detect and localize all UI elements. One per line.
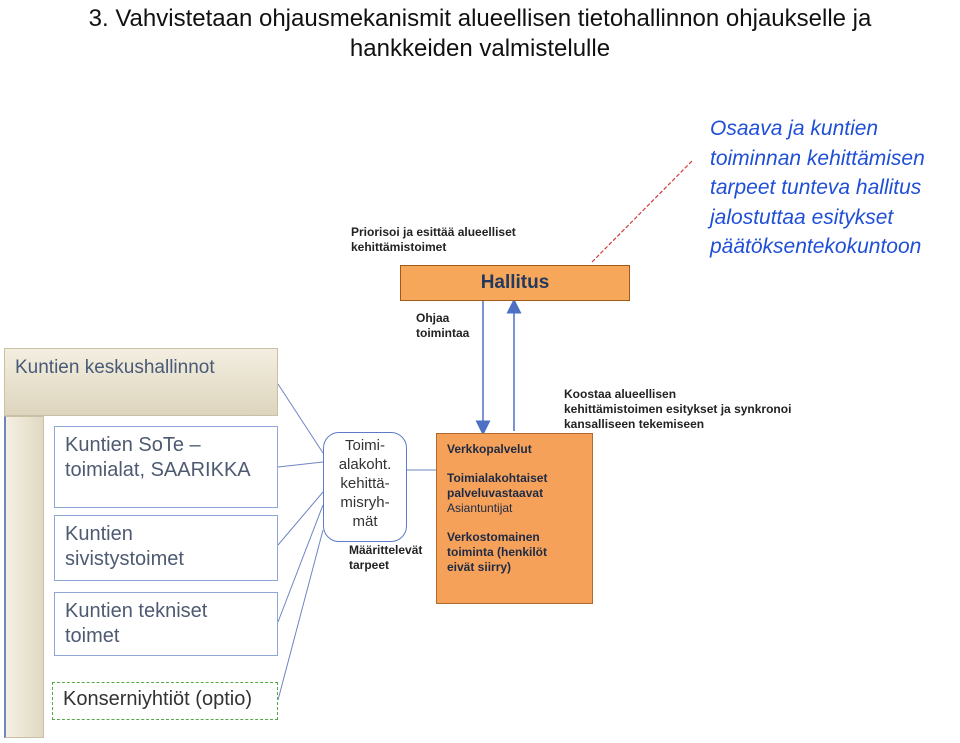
verkko-line: palveluvastaavat xyxy=(447,486,544,500)
note-line: Koostaa alueellisen xyxy=(564,387,677,401)
vision-pointer-line xyxy=(592,160,693,262)
vision-line: päätöksentekokuntoon xyxy=(710,235,922,258)
connector-sivistys-toimi xyxy=(278,492,323,545)
note-line: kehittämistoimen esitykset ja synkronoi xyxy=(564,402,792,416)
vision-line: toiminnan kehittämisen xyxy=(710,146,925,170)
note-line: tarpeet xyxy=(349,558,390,572)
verkko-line: Toimialakohtaiset xyxy=(447,471,548,485)
sote-box xyxy=(54,426,278,508)
hallitus-label: Hallitus xyxy=(480,272,550,293)
verkko-line: Verkostomainen xyxy=(447,530,540,544)
note-line: toimintaa xyxy=(416,326,470,340)
note-ohjaa xyxy=(416,311,469,341)
vision-line: jalostuttaa esitykset xyxy=(710,205,894,229)
keskushallinnot-sidebar xyxy=(4,416,44,738)
note-line: kansalliseen tekemiseen xyxy=(564,417,705,431)
connector-tekniset-toimi xyxy=(278,505,323,622)
verkko-box xyxy=(436,433,593,604)
connector-kesk-toimi xyxy=(278,384,323,453)
toimi-line: mät xyxy=(352,513,378,530)
konserni-box xyxy=(52,682,278,720)
note-line: kehittämistoimet xyxy=(351,240,447,254)
toimi-line: misryh- xyxy=(340,494,390,511)
sivistys-box xyxy=(54,515,278,581)
verkko-title: Verkkopalvelut xyxy=(447,442,532,456)
toimi-line: kehittä- xyxy=(340,475,390,492)
toimi-line: Toimi- xyxy=(345,437,385,454)
sivistys-line: Kuntien xyxy=(65,523,133,545)
hallitus-box xyxy=(400,265,630,301)
note-line: Määrittelevät xyxy=(349,543,423,557)
page-title-line2: hankkeiden valmistelulle xyxy=(349,35,611,62)
keskushallinnot-label: Kuntien keskushallinnot xyxy=(15,357,215,378)
note-maarittelevat xyxy=(349,543,422,573)
connector-sote-toimi xyxy=(278,462,323,467)
toimi-box xyxy=(323,432,407,542)
konserni-label: Konserniyhtiöt (optio) xyxy=(63,688,252,710)
vision-line: Osaava ja kuntien xyxy=(710,117,879,140)
note-line: Ohjaa xyxy=(416,311,450,325)
verkko-line: toiminta (henkilöt xyxy=(447,545,547,559)
connector-konserni-toimi xyxy=(278,530,323,700)
tekniset-line: Kuntien tekniset xyxy=(65,600,208,622)
verkko-line: Asiantuntijat xyxy=(447,501,513,515)
tekniset-box xyxy=(54,592,278,656)
note-koostaa xyxy=(564,387,791,432)
page-title xyxy=(0,4,960,64)
toimi-line: alakoht. xyxy=(338,456,392,473)
sote-line: toimialat, SAARIKKA xyxy=(65,459,251,481)
vision-line: tarpeet tunteva hallitus xyxy=(710,176,922,199)
vision-text xyxy=(710,114,925,262)
page-title-line1: 3. Vahvistetaan ohjausmekanismit alueellisen tietohallinnon ohjaukselle ja xyxy=(88,5,872,32)
keskushallinnot-box xyxy=(4,348,278,416)
note-line: Priorisoi ja esittää alueelliset xyxy=(351,225,516,239)
note-priorisoi xyxy=(351,225,516,255)
sote-line: Kuntien SoTe – xyxy=(65,434,201,456)
verkko-line: eivät siirry) xyxy=(447,560,512,574)
tekniset-line: toimet xyxy=(65,625,120,647)
sivistys-line: sivistystoimet xyxy=(65,548,184,570)
